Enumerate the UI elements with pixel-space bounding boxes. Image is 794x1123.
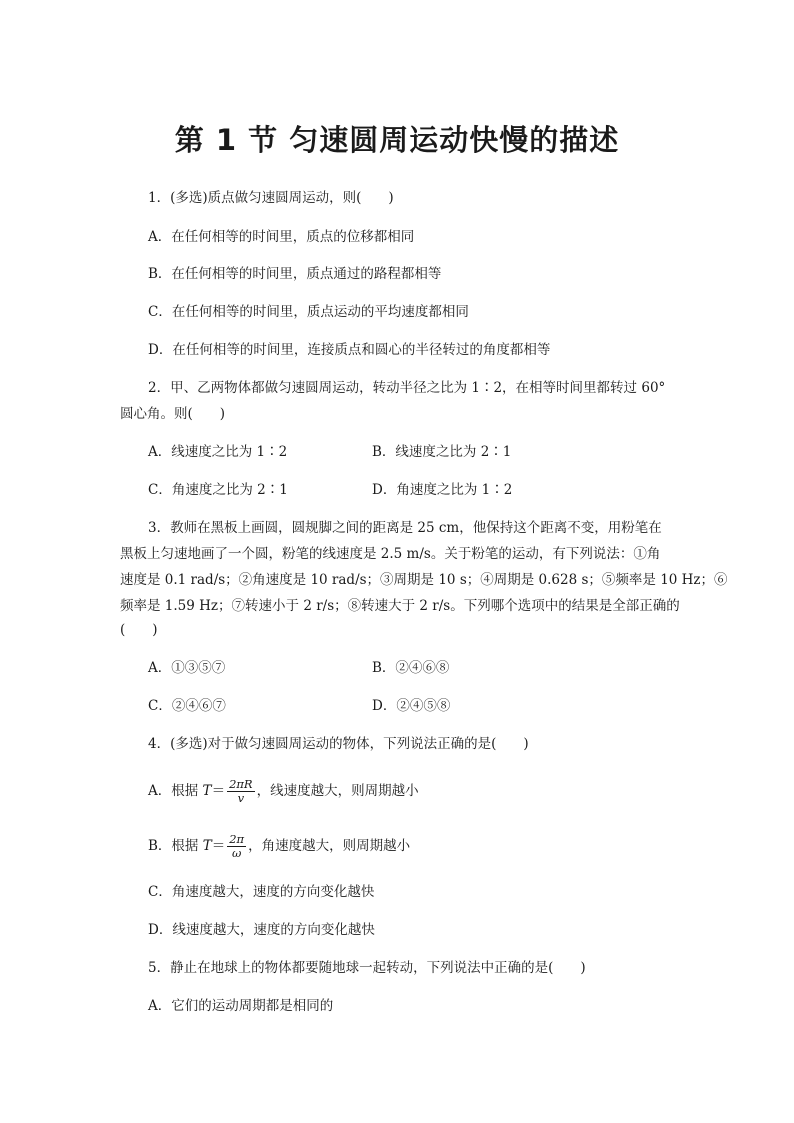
question-1-stem: 1．(多选)质点做匀速圆周运动，则( ): [148, 190, 394, 206]
option-a-prefix: A．根据: [148, 783, 203, 799]
question-1-option-a: A．在任何相等的时间里，质点的位移都相同: [148, 229, 415, 245]
question-2-option-b: B．线速度之比为 2∶1: [372, 444, 512, 460]
question-3-option-a: A．①③⑤⑦: [148, 660, 226, 676]
equals-sign: ＝: [211, 783, 226, 799]
question-2-stem-line-2: 圆心角。则( ): [120, 406, 226, 422]
question-3-option-c: C．②④⑥⑦: [148, 698, 226, 714]
question-1-option-b: B．在任何相等的时间里，质点通过的路程都相等: [148, 266, 442, 282]
option-b-suffix: ，角速度越大，则周期越小: [248, 838, 411, 854]
question-1-option-d: D．在任何相等的时间里，连接质点和圆心的半径转过的角度都相等: [148, 342, 551, 358]
fraction-numerator: 2πR: [229, 777, 253, 791]
question-4-option-c: C．角速度越大，速度的方向变化越快: [148, 884, 375, 900]
option-a-suffix: ，线速度越大，则周期越小: [256, 783, 419, 799]
question-4-option-b: [148, 826, 410, 866]
question-3-option-d: D．②④⑤⑧: [372, 698, 451, 714]
question-2-option-c: C．角速度之比为 2∶1: [148, 482, 288, 498]
question-2-stem-line-1: 2．甲、乙两物体都做匀速圆周运动，转动半径之比为 1∶2，在相等时间里都转过 60°: [148, 380, 666, 396]
question-3-stem-line-4: 频率是 1.59 Hz；⑦转速小于 2 r/s；⑧转速大于 2 r/s。下列哪个选项中的结果是全部正确的: [120, 598, 680, 614]
question-3-stem-line-2: 黑板上匀速地画了一个圆，粉笔的线速度是 2.5 m/s。关于粉笔的运动，有下列说法：①角: [120, 546, 661, 562]
period-symbol: T: [202, 838, 212, 854]
question-2-option-a: A．线速度之比为 1∶2: [148, 444, 288, 460]
question-4-option-a: [148, 771, 419, 811]
period-symbol: T: [202, 783, 212, 799]
fraction: [227, 833, 246, 860]
fraction: [227, 778, 255, 805]
fraction-denominator: ω: [231, 846, 242, 860]
question-4-option-d: D．线速度越大，速度的方向变化越快: [148, 922, 375, 938]
option-b-prefix: B．根据: [148, 838, 203, 854]
fraction-numerator: 2π: [229, 832, 245, 846]
question-3-stem-line-5: ( ): [120, 622, 158, 638]
question-5-stem: 5．静止在地球上的物体都要随地球一起转动，下列说法中正确的是( ): [148, 960, 586, 976]
question-5-option-a: A．它们的运动周期都是相同的: [148, 998, 334, 1014]
question-4-stem: 4．(多选)对于做匀速圆周运动的物体，下列说法正确的是( ): [148, 736, 529, 752]
fraction-denominator: v: [237, 791, 245, 805]
question-3-stem-line-3: 速度是 0.1 rad/s；②角速度是 10 rad/s；③周期是 10 s；④周期是 0.628 s；⑤频率是 10 Hz；⑥: [120, 572, 728, 588]
page-title: 第 1 节 匀速圆周运动快慢的描述: [174, 123, 620, 157]
question-1-option-c: C．在任何相等的时间里，质点运动的平均速度都相同: [148, 304, 469, 320]
question-3-stem-line-1: 3．教师在黑板上画圆，圆规脚之间的距离是 25 cm，他保持这个距离不变，用粉笔在: [148, 520, 662, 536]
equals-sign: ＝: [211, 838, 226, 854]
question-3-option-b: B．②④⑥⑧: [372, 660, 450, 676]
question-2-option-d: D．角速度之比为 1∶2: [372, 482, 513, 498]
